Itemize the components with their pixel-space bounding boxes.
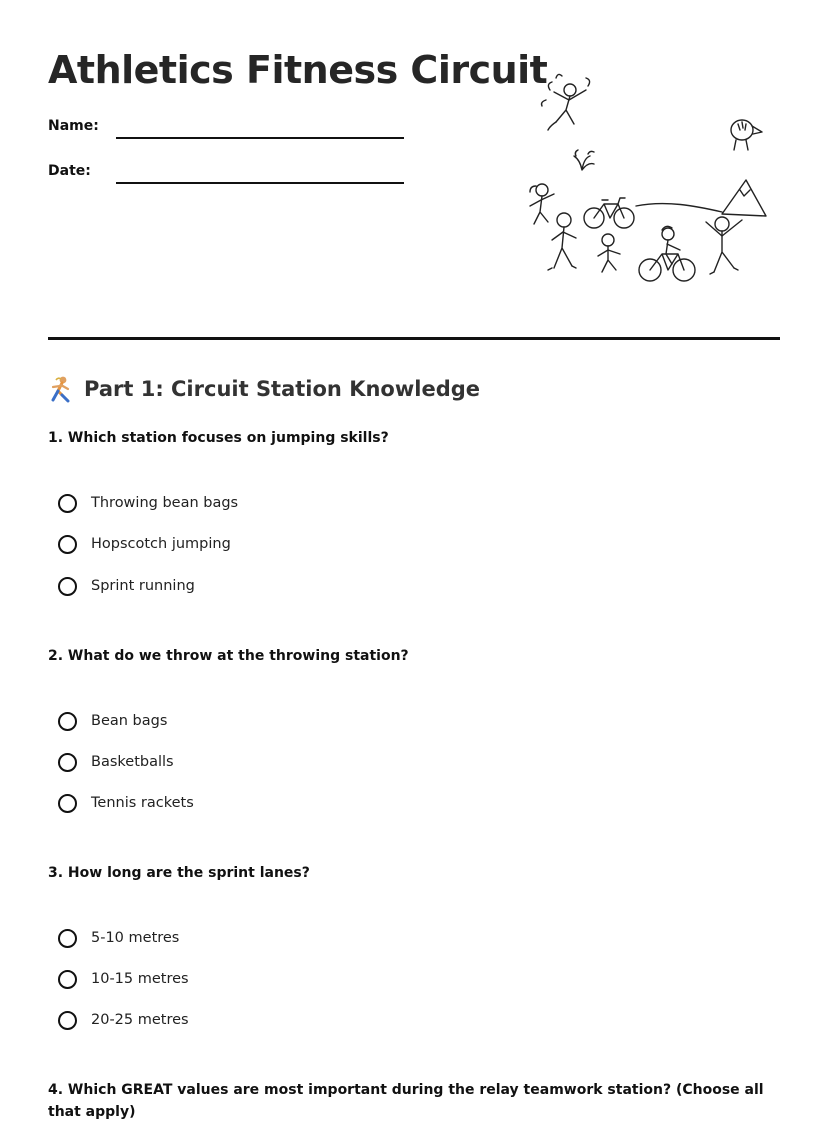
- q2-option-2[interactable]: [58, 750, 174, 774]
- small-child-figure: [598, 234, 620, 272]
- option-label: Bean bags: [91, 713, 168, 729]
- radio-button[interactable]: [58, 970, 77, 989]
- cheering-child-figure: [706, 217, 742, 274]
- option-label: Sprint running: [91, 578, 195, 594]
- q1-option-1[interactable]: [58, 491, 238, 515]
- radio-button[interactable]: [58, 712, 77, 731]
- q3-option-2[interactable]: [58, 967, 189, 991]
- option-label: Tennis rackets: [91, 795, 194, 811]
- children-playing-outdoors-illustration: [526, 72, 772, 288]
- option-label: 5-10 metres: [91, 930, 180, 946]
- q3-option-1[interactable]: [58, 926, 179, 950]
- radio-button[interactable]: [58, 494, 77, 513]
- question-1: 1. Which station focuses on jumping skills?: [48, 430, 389, 446]
- q2-option-3[interactable]: [58, 791, 194, 815]
- small-animal-figure: [731, 120, 762, 150]
- cyclist-figure: [639, 226, 695, 281]
- date-label: Date:: [48, 163, 91, 179]
- bicycle-figure: [584, 198, 634, 228]
- name-label: Name:: [48, 118, 99, 134]
- radio-button[interactable]: [58, 794, 77, 813]
- section-title: Part 1: Circuit Station Knowledge: [84, 377, 480, 401]
- name-input-line[interactable]: [116, 137, 404, 139]
- question-3: 3. How long are the sprint lanes?: [48, 865, 310, 881]
- name-field: [48, 118, 408, 142]
- radio-button[interactable]: [58, 929, 77, 948]
- date-field: [48, 163, 408, 187]
- section-divider: [48, 337, 780, 340]
- option-label: Throwing bean bags: [91, 495, 239, 511]
- option-label: 20-25 metres: [91, 1012, 189, 1028]
- q3-option-3[interactable]: [58, 1008, 189, 1032]
- radio-button[interactable]: [58, 1011, 77, 1030]
- page-title: Athletics Fitness Circuit: [48, 48, 548, 92]
- question-4: 4. Which GREAT values are most important during the relay teamwork station? (Choose all that apply): [48, 1082, 764, 1120]
- option-label: 10-15 metres: [91, 971, 189, 987]
- q1-option-3[interactable]: [58, 574, 195, 598]
- question-2: 2. What do we throw at the throwing station?: [48, 648, 409, 664]
- option-label: Hopscotch jumping: [91, 536, 231, 552]
- boy-figure: [548, 213, 576, 270]
- q1-option-2[interactable]: [58, 532, 231, 556]
- radio-button[interactable]: [58, 577, 77, 596]
- option-label: Basketballs: [91, 754, 174, 770]
- radio-button[interactable]: [58, 753, 77, 772]
- section-header: [48, 374, 480, 404]
- date-input-line[interactable]: [116, 182, 404, 184]
- girl-figure: [530, 184, 554, 224]
- mountain-figure: [636, 180, 766, 216]
- runner-icon: [48, 375, 74, 403]
- radio-button[interactable]: [58, 535, 77, 554]
- jumping-child-figure: [542, 74, 590, 130]
- q2-option-1[interactable]: [58, 709, 167, 733]
- flower-figure: [574, 150, 594, 170]
